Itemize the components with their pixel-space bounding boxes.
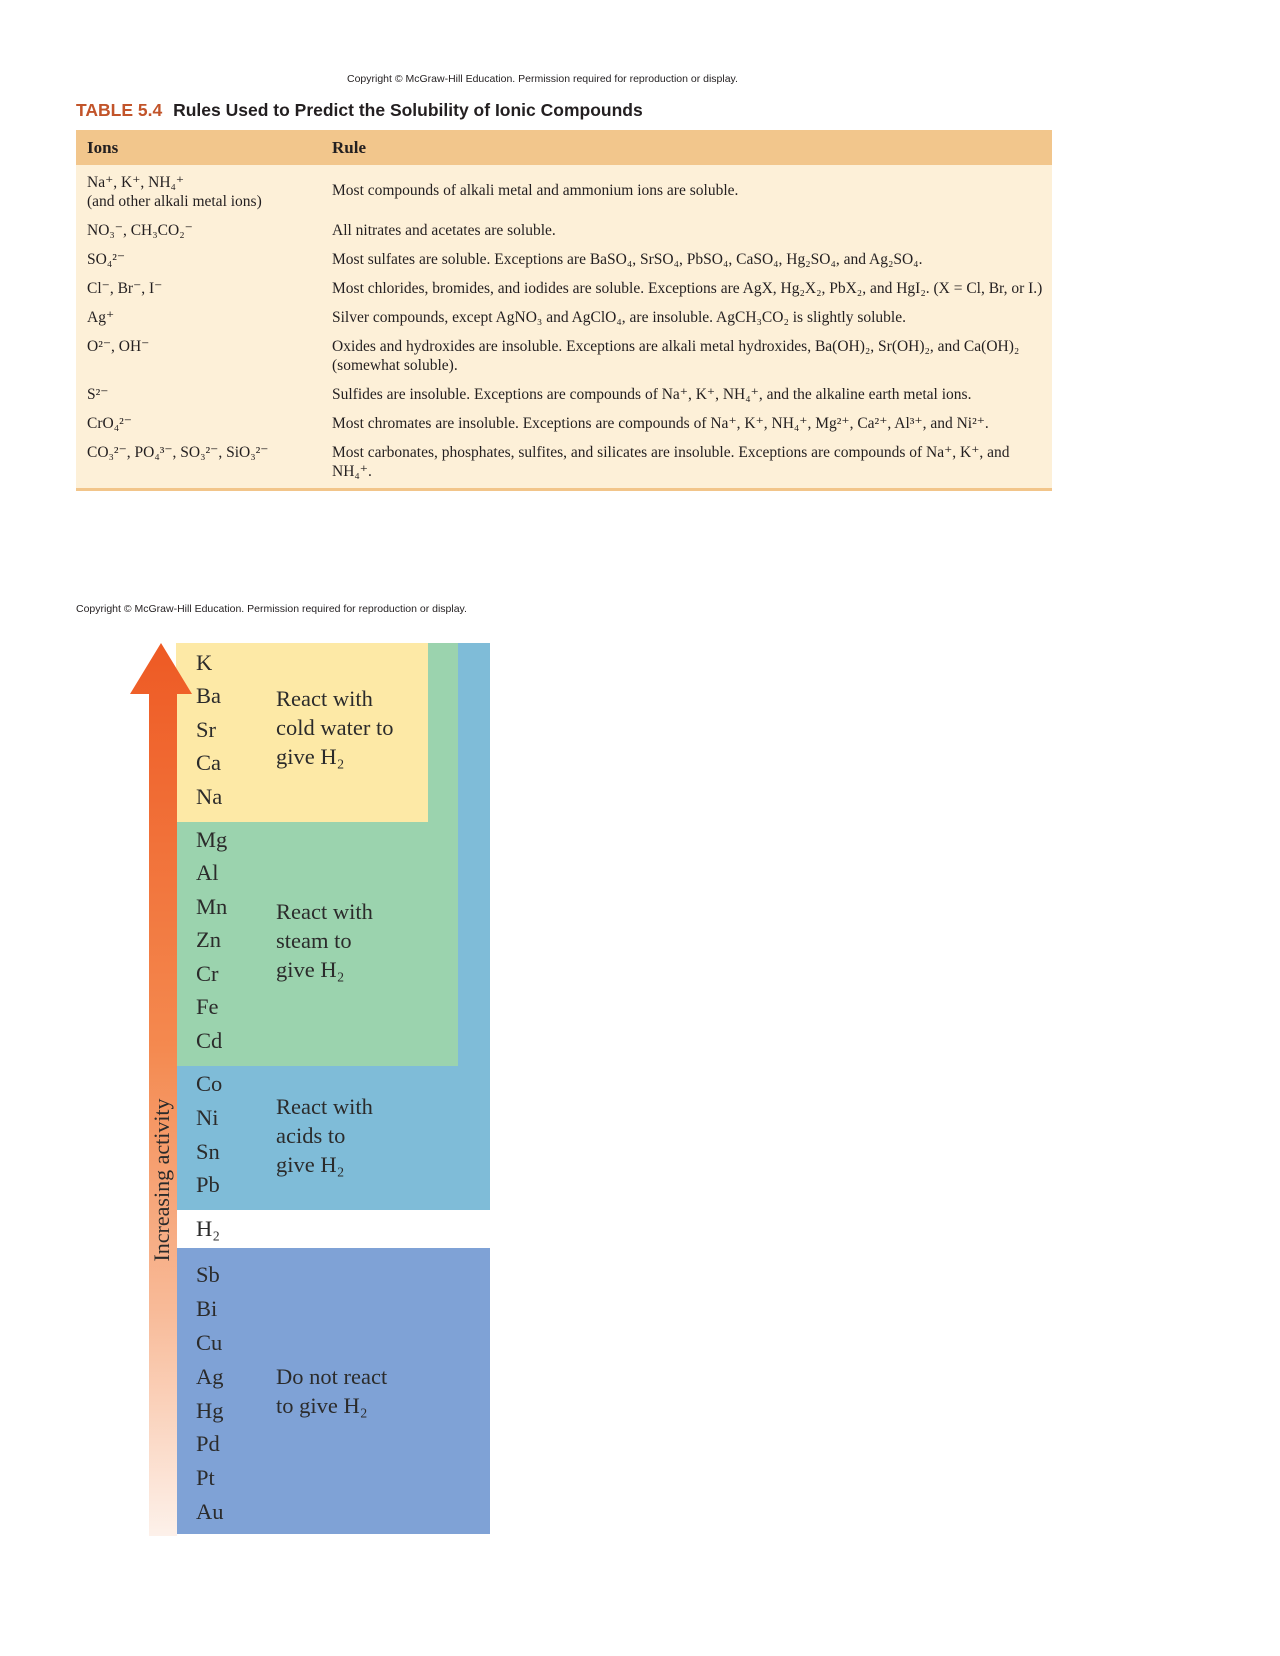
element-symbol: Pd [196,1431,220,1456]
element-symbol: Ba [196,683,221,708]
element-symbol: Na [196,784,223,809]
element-symbol: Mn [196,894,228,919]
rule-cell: Silver compounds, except AgNO₃ and AgClO₄, are insoluble. AgCH₃CO₂ is slightly soluble. [332,309,906,326]
label-no-reaction [276,1362,387,1420]
arrow-shape [130,643,192,1536]
ions-cell: Cl⁻, Br⁻, I⁻ [87,280,163,297]
element-symbol: Hg [196,1398,224,1423]
element-symbol: Mg [196,827,228,852]
label-line: give H₂ [276,1152,345,1177]
label-line: give H₂ [276,957,345,982]
table-title-text: Rules Used to Predict the Solubility of Ionic Compounds [173,100,643,120]
copyright-notice-top: Copyright © McGraw-Hill Education. Permission required for reproduction or display. [347,73,738,85]
element-symbol: Sb [196,1262,220,1287]
label-line: to give H₂ [276,1393,368,1418]
zone-acids-extension [458,643,490,1066]
ions-text: Na⁺, K⁺, NH₄⁺ [87,174,185,191]
ions-cell: Ag⁺ [87,309,115,326]
element-symbol: Al [196,860,219,885]
zone-steam-extension [428,643,458,822]
ions-cell: O²⁻, OH⁻ [87,338,150,355]
element-symbol: Bi [196,1296,218,1321]
rule-cell: Most carbonates, phosphates, sulfites, and silicates are insoluble. Exceptions are compounds of Na⁺, K⁺, and NH₄⁺. [332,444,1010,480]
rule-cell: Most chlorides, bromides, and iodides are soluble. Exceptions are AgX, Hg₂X₂, PbX₂, and HgI₂. (X = Cl, Br, or I.) [332,280,1043,297]
ions-cell: S²⁻ [87,386,109,403]
increasing-activity-label: Increasing activity [149,1098,174,1262]
element-symbol: Sn [196,1139,220,1164]
element-symbol: Ni [196,1105,219,1130]
label-line: acids to [276,1123,346,1148]
label-steam [276,897,373,984]
table-number: TABLE 5.4 [76,100,163,120]
ions-cell: SO₄²⁻ [87,251,126,268]
rule-cell: Oxides and hydroxides are insoluble. Exceptions are alkali metal hydroxides, Ba(OH)₂, Sr(OH)₂, and Ca(OH)₂ (somewhat soluble). [332,338,1020,374]
element-symbol: Co [196,1071,223,1096]
rule-cell: Most compounds of alkali metal and ammonium ions are soluble. [332,182,739,199]
element-symbol: Ag [196,1364,224,1389]
rule-cell: Most chromates are insoluble. Exceptions are compounds of Na⁺, K⁺, NH₄⁺, Mg²⁺, Ca²⁺, Al³⁺, and Ni²⁺. [332,415,989,432]
rule-cell: All nitrates and acetates are soluble. [332,222,556,239]
element-symbol: Cr [196,961,219,986]
header-rule: Rule [332,138,366,157]
element-symbol: Fe [196,994,219,1019]
label-line: React with [276,686,373,711]
label-acids [276,1092,373,1179]
element-symbol: Sr [196,717,217,742]
label-line: steam to [276,928,352,953]
label-cold-water [276,684,393,771]
zone-hydrogen [176,1210,490,1248]
copyright-notice-diagram: Copyright © McGraw-Hill Education. Permission required for reproduction or display. [76,603,467,615]
element-symbol: Pb [196,1172,220,1197]
element-symbol: Pt [196,1465,215,1490]
ions-note: (and other alkali metal ions) [87,193,262,210]
label-line: cold water to [276,715,394,740]
rule-cell: Most sulfates are soluble. Exceptions are BaSO₄, SrSO₄, PbSO₄, CaSO₄, Hg₂SO₄, and Ag₂SO₄. [332,251,923,268]
label-line: give H₂ [276,744,345,769]
element-symbol: K [196,650,213,675]
element-symbol: Zn [196,927,221,952]
element-symbol: Ca [196,750,221,775]
element-symbol: Cu [196,1330,223,1355]
element-symbol: Cd [196,1028,223,1053]
rule-cell: Sulfides are insoluble. Exceptions are compounds of Na⁺, K⁺, NH₄⁺, and the alkaline earth metal ions. [332,386,972,403]
ions-cell: CrO₄²⁻ [87,415,132,432]
element-symbol: Au [196,1499,224,1524]
ions-cell: NO₃⁻, CH₃CO₂⁻ [87,222,193,239]
header-ions: Ions [87,138,119,157]
element-symbol: H₂ [196,1216,221,1241]
label-line: React with [276,899,373,924]
increasing-activity-arrow [130,643,192,1536]
ions-cell: CO₃²⁻, PO₄³⁻, SO₃²⁻, SiO₃²⁻ [87,444,269,461]
label-line: React with [276,1094,373,1119]
label-line: Do not react [276,1364,388,1389]
